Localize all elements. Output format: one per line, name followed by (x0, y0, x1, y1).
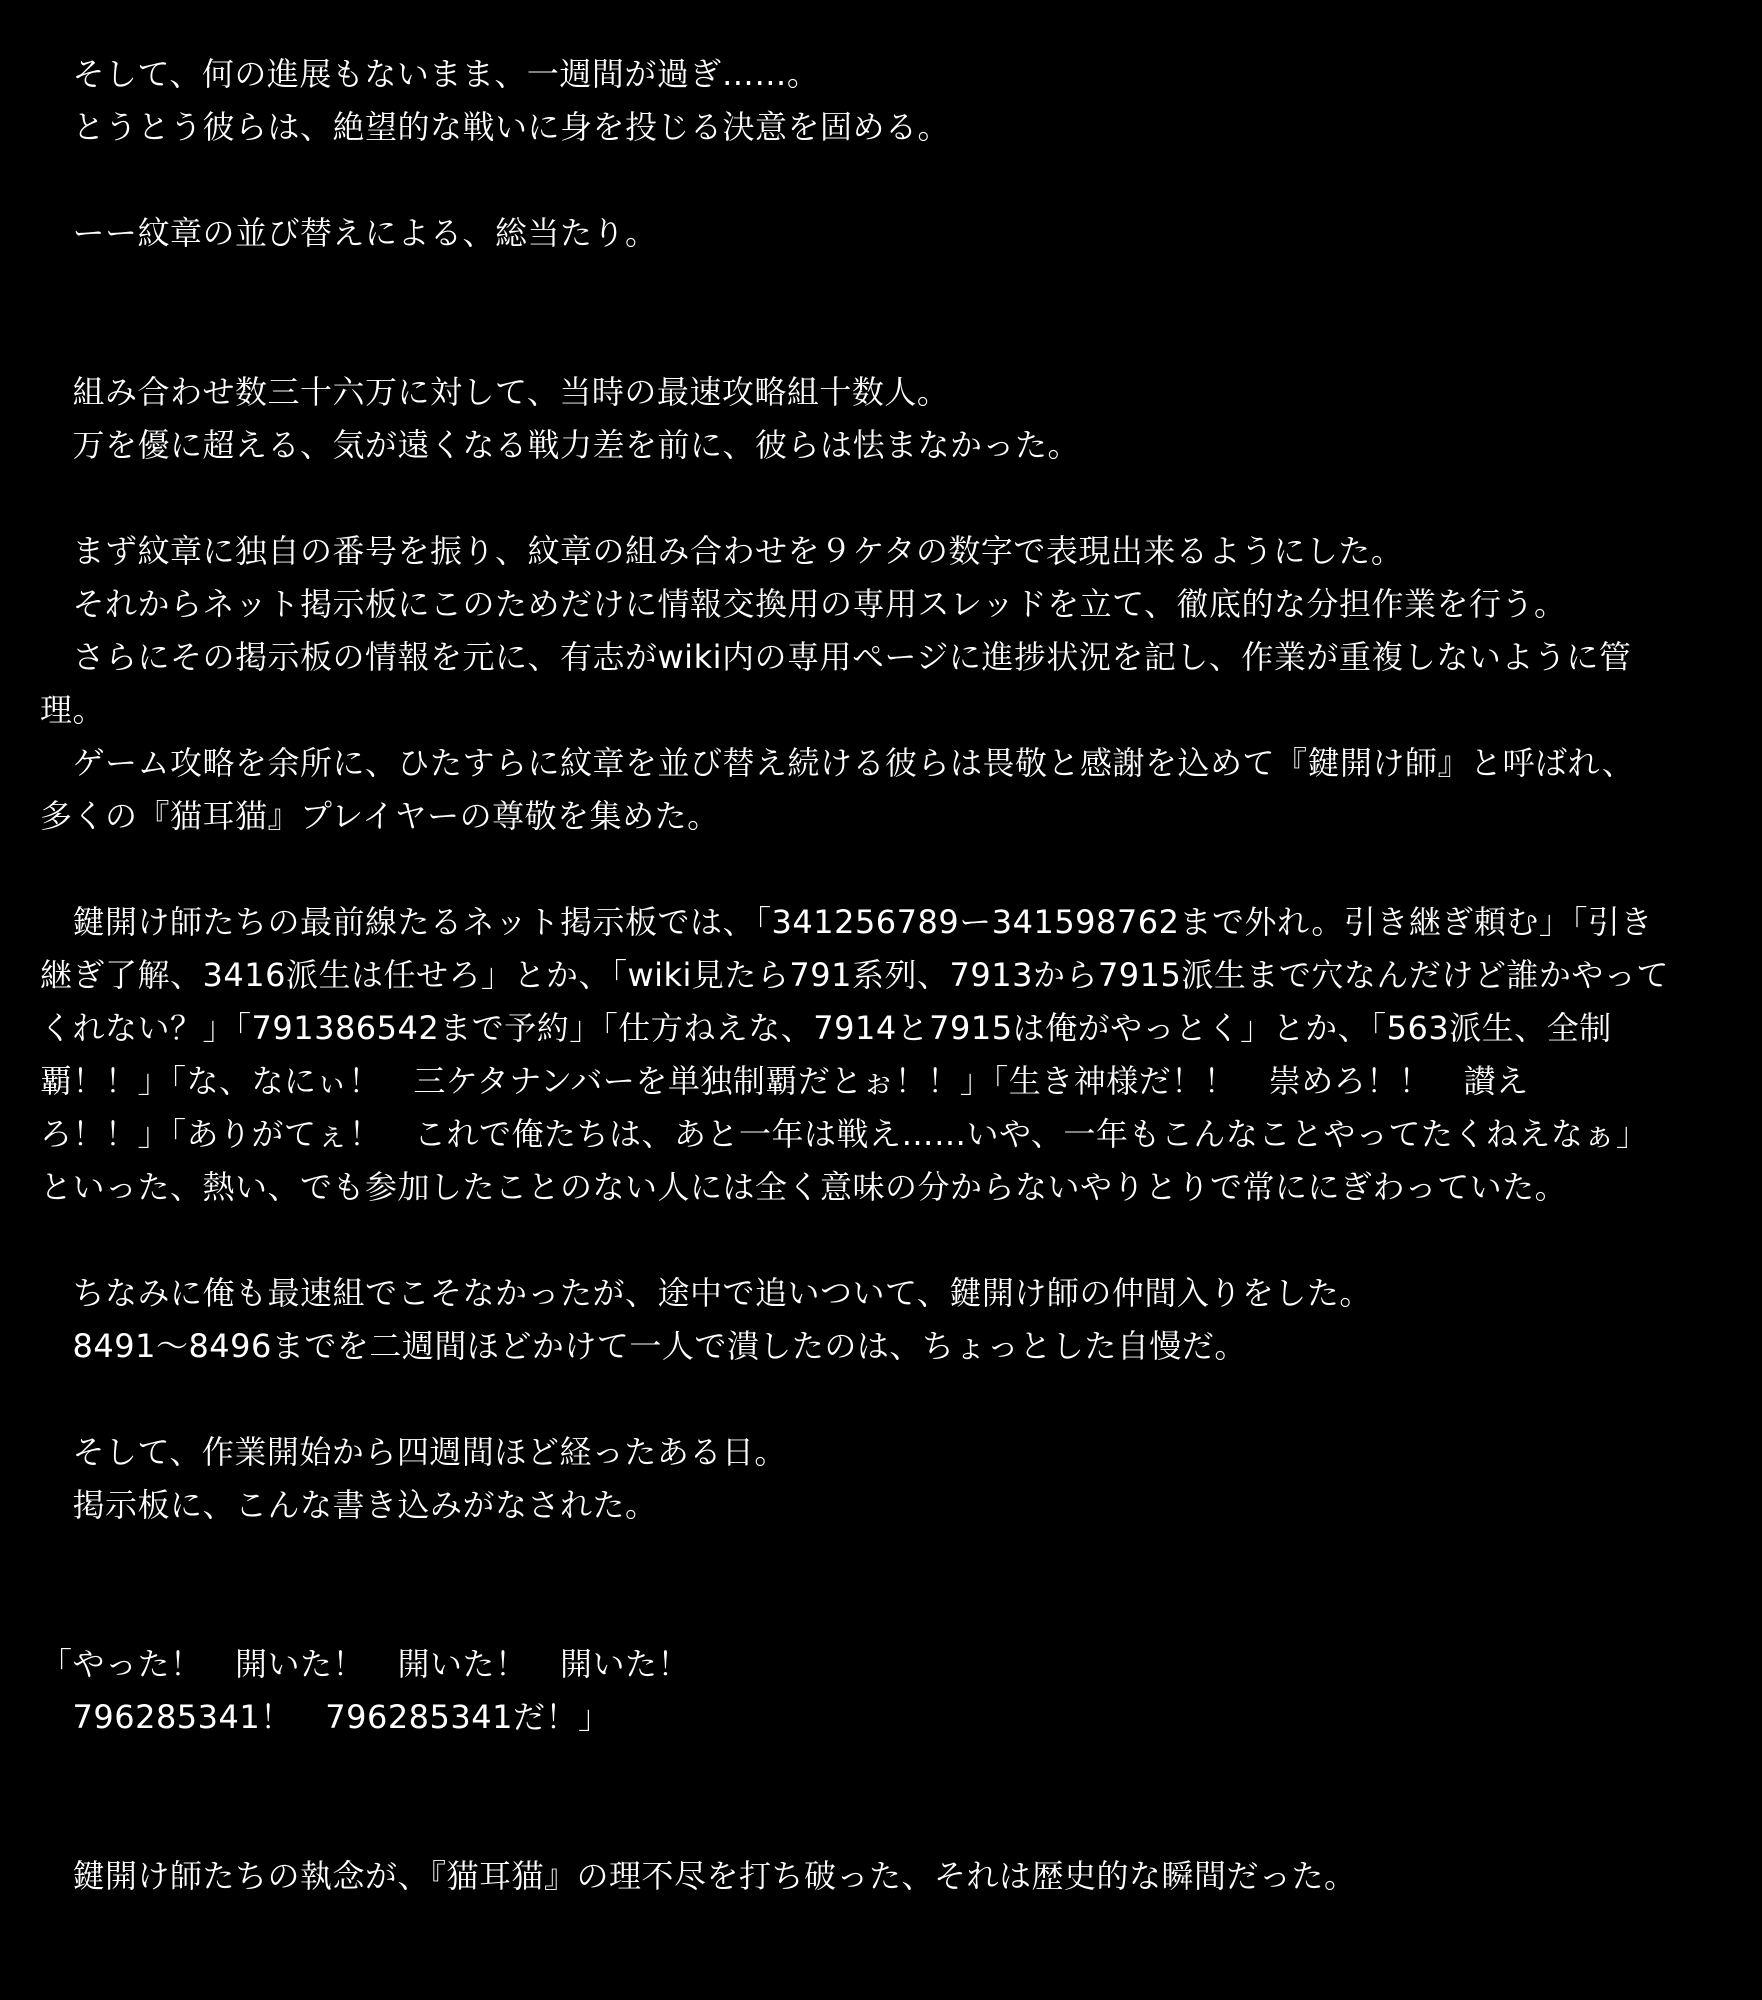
paragraph-1 (40, 48, 1730, 154)
text-line: 掲示板に、こんな書き込みがなされた。 (40, 1486, 658, 1524)
paragraph-7 (40, 1426, 1730, 1532)
paragraph-9 (40, 1850, 1730, 1903)
novel-text-page (40, 48, 1730, 1903)
text-line: 理。 (40, 691, 106, 729)
text-line: ちなみに俺も最速組でこそなかったが、途中で追いついて、鍵開け師の仲間入りをした。 (40, 1274, 1372, 1312)
text-line: といった、熱い、でも参加したことのない人には全く意味の分からないやりとりで常ににぎわっていた。 (40, 1168, 1568, 1206)
blank-space (40, 1214, 1730, 1267)
dialogue-line: 「やった！ 開いた！ 開いた！ 開いた！ (40, 1645, 691, 1683)
blank-space (40, 1373, 1730, 1426)
blank-space (40, 1532, 1730, 1638)
text-line: さらにその掲示板の情報を元に、有志がwiki内の専用ページに進捗状況を記し、作業が重複しないように管 (40, 638, 1632, 676)
blank-space (40, 1744, 1730, 1850)
blank-space (40, 472, 1730, 525)
paragraph-2 (40, 207, 1730, 260)
text-line: 覇！！」「な、なにぃ！ 三ケタナンバーを単独制覇だとぉ！！」「生き神様だ！！ 崇めろ！！ 讃え (40, 1062, 1529, 1100)
blank-space (40, 260, 1730, 366)
text-line: 組み合わせ数三十六万に対して、当時の最速攻略組十数人。 (40, 373, 950, 411)
text-line: ーー紋章の並び替えによる、総当たり。 (40, 214, 658, 252)
blank-space (40, 843, 1730, 896)
dialogue-line: 796285341！ 796285341だ！」 (40, 1698, 611, 1736)
paragraph-4 (40, 525, 1730, 843)
blank-space (40, 154, 1730, 207)
paragraph-5 (40, 896, 1730, 1214)
text-line: まず紋章に独自の番号を振り、紋章の組み合わせを９ケタの数字で表現出来るようにした。 (40, 532, 1404, 570)
text-line: 多くの『猫耳猫』プレイヤーの尊敬を集めた。 (40, 797, 720, 835)
paragraph-6 (40, 1267, 1730, 1373)
text-line: それからネット掲示板にこのためだけに情報交換用の専用スレッドを立て、徹底的な分担作業を行う。 (40, 585, 1567, 623)
text-line: 8491～8496までを二週間ほどかけて一人で潰したのは、ちょっとした自慢だ。 (40, 1327, 1247, 1365)
text-line: そして、作業開始から四週間ほど経ったある日。 (40, 1433, 787, 1471)
text-line: そして、何の進展もないまま、一週間が過ぎ……。 (40, 55, 820, 93)
text-line: 継ぎ了解、3416派生は任せろ」とか、「wiki見たら791系列、7913から7915派生まで穴なんだけど誰かやって (40, 956, 1669, 994)
text-line: とうとう彼らは、絶望的な戦いに身を投じる決意を固める。 (40, 108, 951, 146)
text-line: ゲーム攻略を余所に、ひたすらに紋章を並び替え続ける彼らは畏敬と感謝を込めて『鍵開け師』と呼ばれ、 (40, 744, 1635, 782)
paragraph-3 (40, 366, 1730, 472)
text-line: 万を優に超える、気が遠くなる戦力差を前に、彼らは怯まなかった。 (40, 426, 1081, 464)
text-line: 鍵開け師たちの最前線たるネット掲示板では、「341256789ー341598762まで外れ。引き継ぎ頼む」「引き (40, 903, 1653, 941)
paragraph-8-dialogue (40, 1638, 1730, 1744)
text-line: くれない？」「791386542まで予約」「仕方ねえな、7914と7915は俺がやっとく」とか、「563派生、全制 (40, 1009, 1612, 1047)
text-line: ろ！！」「ありがてぇ！ これで俺たちは、あと一年は戦え……いや、一年もこんなことやってたくねえなぁ」 (40, 1115, 1649, 1153)
text-line: 鍵開け師たちの執念が、『猫耳猫』の理不尽を打ち破った、それは歴史的な瞬間だった。 (40, 1857, 1357, 1895)
